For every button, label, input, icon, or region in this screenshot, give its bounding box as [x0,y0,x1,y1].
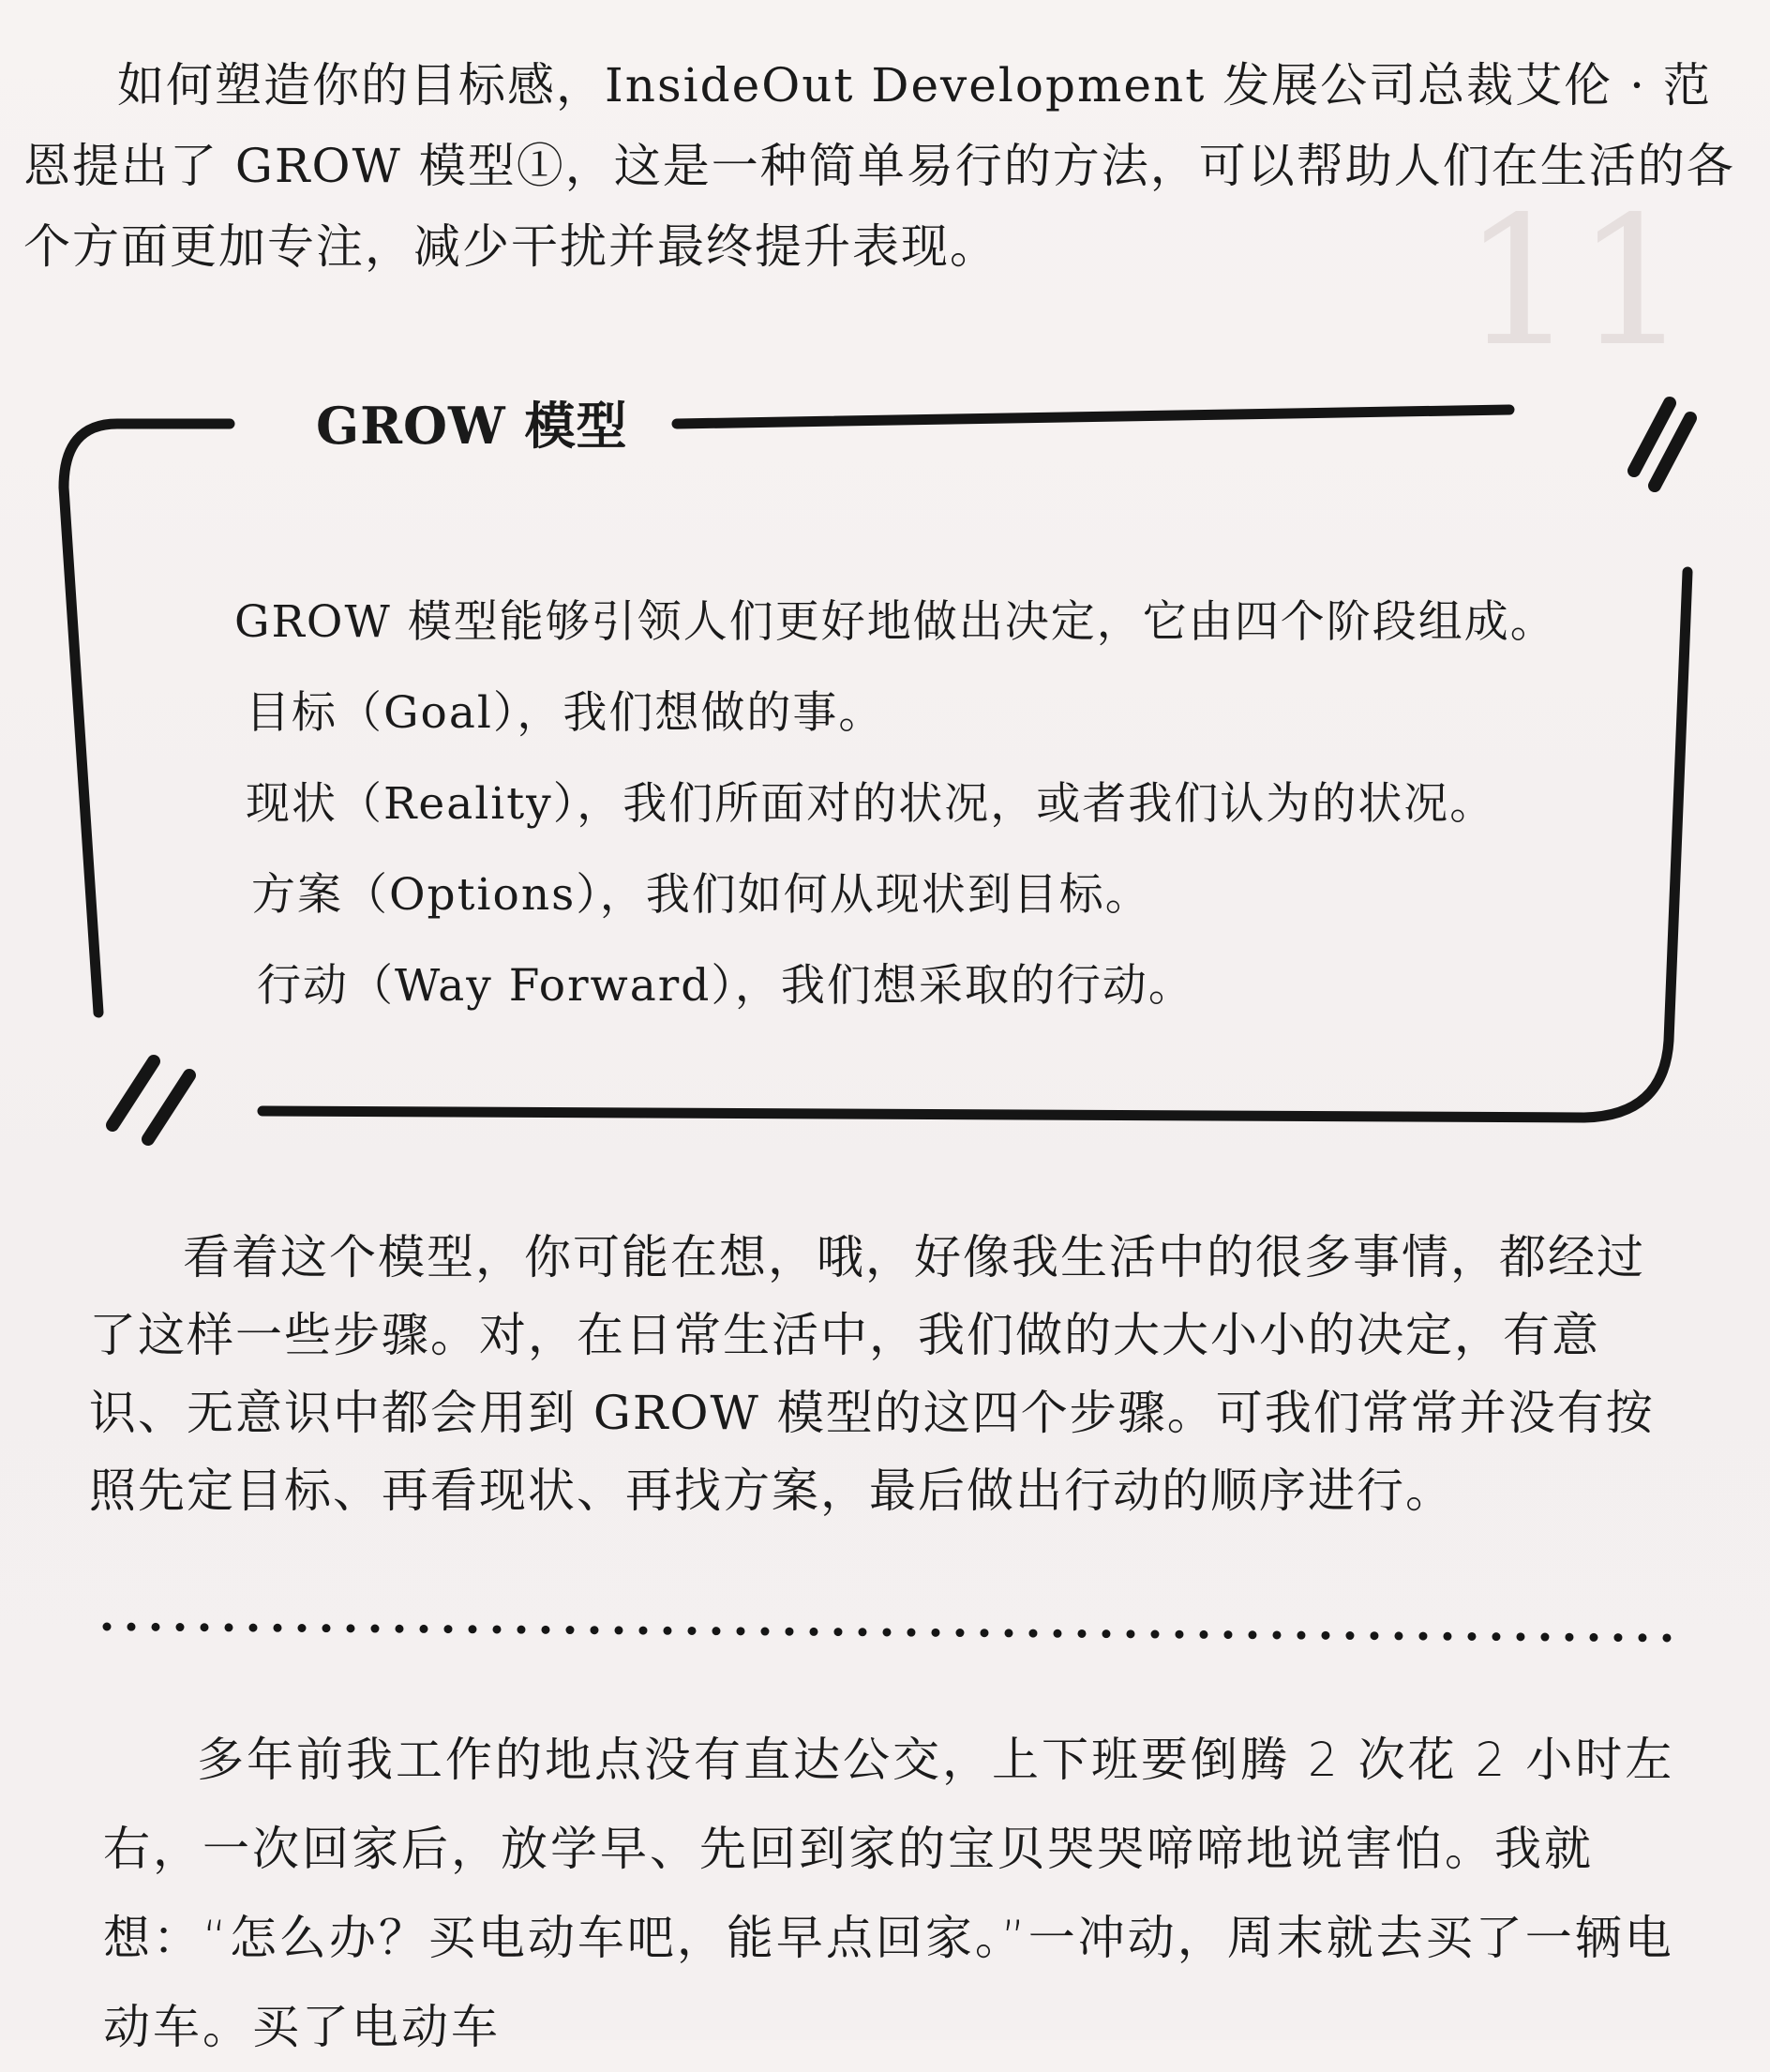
intro-paragraph: 如何塑造你的目标感，InsideOut Development 发展公司总裁艾伦 · 范恩提出了 GROW 模型①，这是一种简单易行的方法，可以帮助人们在生活的各个方面更加专注，减少干扰并最终提升表现。 [23,58,1735,274]
box-line-reality: 现状（Reality），我们所面对的状况，或者我们认为的状况。 [246,778,1496,830]
box-line-goal: 目标（Goal），我们想做的事。 [246,687,885,739]
dotted-divider [101,1617,1676,1645]
quote-slash-bottom-left [112,1061,189,1139]
story-paragraph: 多年前我工作的地点没有直达公交，上下班要倒腾 2 次花 2 小时左右，一次回家后，放学早、先回到家的宝贝哭哭啼啼地说害怕。我就想：“怎么办？买电动车吧，能早点回家。”一冲动，周末就去买了一辆电动车。买了电动车 [103,1733,1675,2054]
box-line-way-forward: 行动（Way Forward），我们想采取的行动。 [257,960,1194,1012]
box-title: GROW 模型 [316,396,628,456]
reflection-paragraph: 看着这个模型，你可能在想，哦，好像我生活中的很多事情，都经过了这样一些步骤。对，在日常生活中，我们做的大大小小的决定，有意识、无意识中都会用到 GROW 模型的这四个步骤。可我们常常并没有按照先定目标、再看现状、再找方案，最后做出行动的顺序进行。 [89,1230,1655,1518]
box-line-options: 方案（Options），我们如何从现状到目标。 [251,869,1151,921]
box-line-intro: GROW 模型能够引领人们更好地做出决定，它由四个阶段组成。 [234,596,1556,648]
bleed-through-text: 11 [1462,178,1689,385]
quote-slash-top-right [1634,403,1690,486]
box-body [232,577,1556,1031]
